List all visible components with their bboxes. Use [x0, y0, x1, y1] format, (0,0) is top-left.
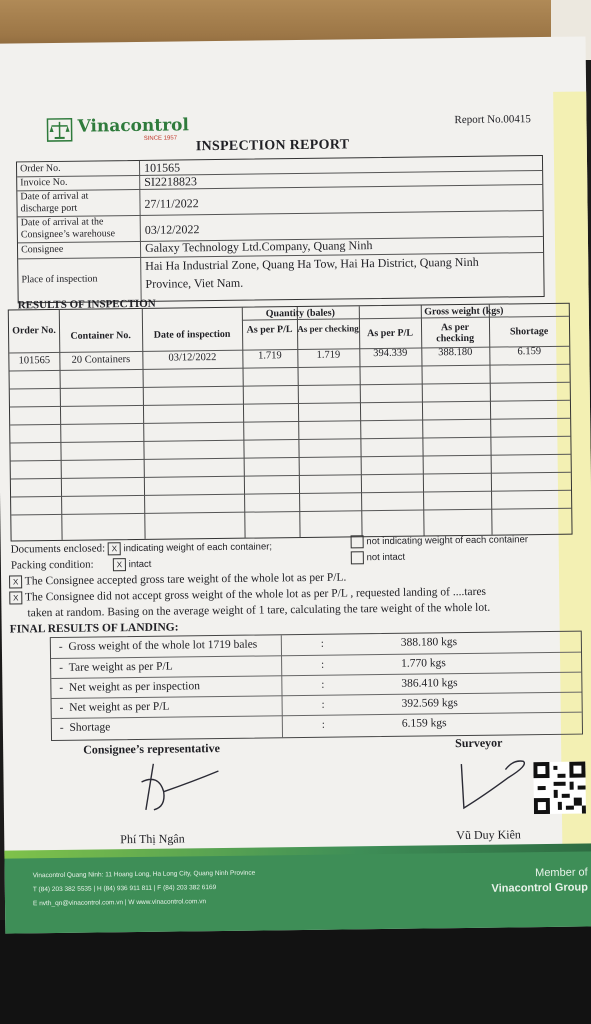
order-no-value: 101565	[143, 160, 181, 175]
final-row: - Net weight as per P/L : 392.569 kgs	[52, 692, 582, 719]
packing-row	[11, 558, 152, 573]
documents-checkbox-not-indicating	[351, 535, 364, 548]
documents-checkbox-indicating: X	[108, 542, 121, 555]
documents-option-not-indicating: not indicating weight of each container	[366, 534, 529, 548]
packing-label: Packing condition:	[10, 558, 94, 572]
final-row-value: 392.569 kgs	[401, 697, 458, 710]
company-since: SINCE 1957	[143, 135, 178, 142]
header-container-no: Container No.	[70, 330, 131, 342]
documents-label: Documents enclosed:	[10, 542, 106, 556]
qr-code	[533, 762, 586, 815]
final-results-title: FINAL RESULTS OF LANDING:	[9, 621, 179, 636]
inspection-report-sheet	[0, 36, 591, 933]
footer-phones: T (84) 203 382 5535 | H (84) 936 911 811 | F (84) 203 382 6169	[32, 884, 217, 894]
header-qty-per-pl: As per P/L	[246, 324, 293, 336]
row-gw-per-checking: 388.180	[438, 346, 473, 359]
header-gw-per-checking: As per checking	[436, 321, 475, 345]
row-gw-per-pl: 394.339	[373, 347, 408, 360]
consignee-value: Galaxy Technology Ltd.Company, Quang Ninh	[144, 238, 373, 255]
arrival-warehouse-label: Date of arrival at the	[20, 216, 104, 229]
packing-row-alt	[351, 551, 405, 565]
header-order-no: Order No.	[12, 324, 56, 337]
header-qty-per-checking: As per checking	[297, 323, 359, 335]
packing-checkbox-intact: X	[113, 558, 126, 571]
order-info-table	[16, 155, 545, 303]
final-row-value: 6.159 kgs	[401, 717, 447, 730]
final-row: - Tare weight as per P/L : 1.770 kgs	[51, 652, 581, 679]
statement-not-accepted-checkbox: X	[9, 591, 22, 604]
arrival-port-label: Date of arrival at	[20, 190, 89, 203]
documents-option-indicating: indicating weight of each container;	[123, 541, 273, 555]
report-title: INSPECTION REPORT	[195, 137, 350, 155]
packing-checkbox-not-intact	[351, 551, 364, 564]
header-shortage: Shortage	[509, 325, 549, 338]
header-gross-weight-group: Gross weight (kgs)	[424, 305, 504, 318]
consignee-rep-name: Phí Thị Ngân	[120, 831, 185, 847]
documents-row-alt	[351, 533, 529, 548]
final-row-label: - Net weight as per inspection	[59, 680, 200, 694]
surveyor-label: Surveyor	[455, 735, 503, 751]
final-row-label: - Gross weight of the whole lot 1719 bales	[58, 638, 258, 653]
final-row: - Shortage : 6.159 kgs	[52, 712, 582, 739]
consignee-label: Consignee	[20, 243, 64, 256]
consignee-signature	[123, 751, 244, 822]
results-section-title: RESULTS OF INSPECTION	[17, 297, 156, 312]
arrival-warehouse-label-2: Consignee’s warehouse	[20, 228, 116, 241]
final-row-value: 1.770 kgs	[401, 657, 446, 670]
final-row-label: - Tare weight as per P/L	[59, 660, 173, 674]
statement-accepted-text: The Consignee accepted gross tare weight of the whole lot as per P/L.	[24, 571, 347, 588]
footer-address: Vinacontrol Quang Ninh: 11 Hoang Long, Ha Long City, Quang Ninh Province	[32, 869, 256, 880]
footer-contact: E nvth_qn@vinacontrol.com.vn | W www.vinacontrol.com.vn	[32, 898, 207, 908]
final-row: - Gross weight of the whole lot 1719 bales : 388.180 kgs	[58, 636, 458, 653]
arrival-warehouse-value: 03/12/2022	[144, 222, 200, 237]
surveyor-signature	[453, 755, 544, 816]
results-table	[8, 303, 573, 542]
place-value-line2: Province, Viet Nam.	[145, 275, 244, 291]
final-row-label: - Shortage	[59, 721, 111, 734]
documents-row	[11, 540, 272, 556]
qr-code-icon	[533, 762, 586, 815]
packing-option-not-intact: not intact	[366, 551, 406, 564]
header-gw-per-pl: As per P/L	[367, 327, 414, 340]
statement-not-accepted-cont: taken at random. Basing on the average weight of 1 tare, calculating the tare weight of the whole lot.	[27, 601, 491, 620]
row-order-no: 101565	[18, 355, 51, 367]
header-quantity-group: Quantity (bales)	[265, 307, 335, 320]
place-value-line1: Hai Ha Industrial Zone, Quang Ha Tow, Hai Ha District, Quang Ninh	[145, 254, 479, 273]
row-qty-per-checking: 1.719	[316, 349, 341, 361]
report-number: Report No.00415	[454, 113, 531, 127]
footer-group-name: Vinacontrol Group	[491, 881, 588, 895]
statement-not-accepted-text: The Consignee did not accept gross weight of the whole lot as per P/L , requested landing of ....tares	[24, 585, 487, 604]
footer-member-of: Member of	[535, 866, 588, 880]
invoice-no-label: Invoice No.	[20, 176, 68, 189]
footer	[4, 851, 591, 933]
arrival-port-value: 27/11/2022	[144, 196, 199, 211]
row-date: 03/12/2022	[168, 352, 217, 364]
header-date-inspection: Date of inspection	[153, 328, 231, 341]
final-row: - Net weight as per inspection : 386.410 kgs	[51, 672, 581, 699]
scales-icon	[45, 117, 73, 143]
statement-accepted	[9, 571, 346, 588]
arrival-port-label-2: discharge port	[20, 202, 78, 215]
dark-floor-background	[0, 920, 591, 1024]
final-row-value: 386.410 kgs	[401, 677, 458, 690]
order-no-label: Order No.	[19, 162, 61, 175]
consignee-rep-label: Consignee’s representative	[83, 740, 220, 757]
surveyor-name: Vũ Duy Kiên	[456, 827, 521, 843]
invoice-no-value: SI2218823	[144, 174, 197, 189]
row-shortage: 6.159	[517, 346, 542, 358]
place-label: Place of inspection	[21, 273, 98, 286]
packing-option-intact: intact	[128, 558, 152, 571]
row-qty-per-pl: 1.719	[257, 350, 282, 362]
row-container-no: 20 Containers	[71, 354, 131, 366]
final-results-table	[50, 631, 583, 741]
statement-accepted-checkbox: X	[9, 575, 22, 588]
final-row-value: 388.180 kgs	[400, 636, 458, 649]
company-name: Vinacontrol	[77, 115, 190, 137]
final-row-label: - Net weight as per P/L	[59, 700, 170, 714]
